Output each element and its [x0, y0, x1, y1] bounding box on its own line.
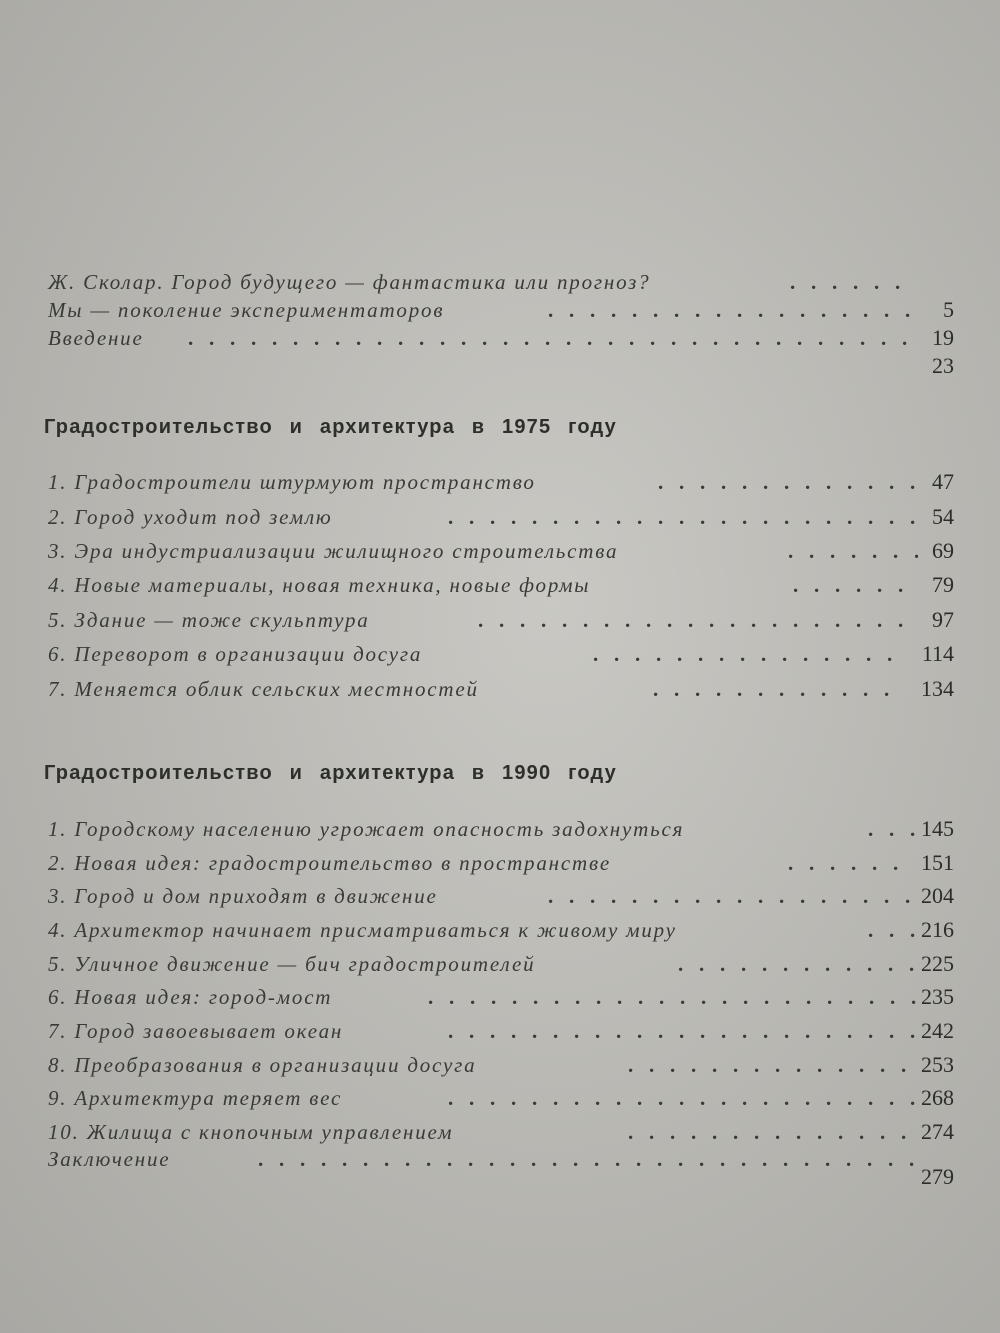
toc-entry-foreword — [48, 268, 954, 296]
section-heading-1975: Градостроительство и архитектура в 1975 году — [44, 416, 617, 438]
toc-entry-title: Заключение — [48, 1147, 171, 1171]
toc-entry — [48, 983, 954, 1011]
leader-dots — [790, 268, 910, 296]
leader-dots — [658, 468, 918, 496]
toc-entry-title: 3. Эра индустриализации жилищного строительства — [48, 539, 619, 563]
toc-entry-title: Мы — поколение экспериментаторов — [48, 298, 445, 322]
toc-entry — [48, 640, 954, 668]
toc-entry — [48, 882, 954, 910]
toc-entry-title: 5. Здание — тоже скульптура — [48, 608, 370, 632]
toc-entry — [48, 1084, 954, 1112]
toc-entry-page: 114 — [921, 641, 954, 666]
toc-entry-title: 8. Преобразования в организации досуга — [48, 1053, 477, 1077]
toc-entry-conclusion-page — [48, 1163, 954, 1191]
leader-dots — [548, 296, 918, 324]
leader-dots — [448, 503, 918, 531]
leader-dots — [628, 1051, 918, 1079]
toc-entry-title: 7. Город завоевывает океан — [48, 1019, 344, 1043]
toc-entry — [48, 1118, 954, 1146]
toc-entry-page: 151 — [921, 850, 954, 875]
toc-entry-title: Введение — [48, 326, 144, 350]
toc-entry-title: 1. Городскому населению угрожает опасность задохнуться — [48, 817, 685, 841]
leader-dots — [448, 1017, 918, 1045]
toc-entry — [48, 815, 954, 843]
leader-dots — [628, 1118, 918, 1146]
toc-entry-page: 204 — [921, 883, 954, 908]
leader-dots — [428, 983, 918, 1011]
toc-entry-title: 2. Новая идея: градостроительство в пространстве — [48, 851, 612, 875]
toc-entry-page: 5 — [943, 297, 954, 322]
leader-dots — [678, 950, 918, 978]
toc-entry-generation — [48, 296, 954, 324]
toc-entry-title: 9. Архитектура теряет вес — [48, 1086, 343, 1110]
toc-entry-continuation — [48, 352, 954, 380]
toc-entry-page: 274 — [921, 1119, 954, 1144]
toc-entry — [48, 849, 954, 877]
leader-dots — [188, 324, 918, 352]
toc-entry-title: 4. Архитектор начинает присматриваться к живому миру — [48, 918, 677, 942]
toc-entry-title: 3. Город и дом приходят в движение — [48, 884, 438, 908]
toc-entry — [48, 606, 954, 634]
toc-entry-page: 23 — [932, 353, 954, 378]
toc-entry-page: 216 — [921, 917, 954, 942]
toc-entry — [48, 503, 954, 531]
toc-entry-page: 145 — [921, 816, 954, 841]
toc-entry — [48, 950, 954, 978]
toc-entry-page: 79 — [932, 572, 954, 597]
toc-entry — [48, 468, 954, 496]
toc-entry-page: 242 — [921, 1018, 954, 1043]
toc-entry-page: 19 — [932, 325, 954, 350]
toc-entry — [48, 675, 954, 703]
leader-dots — [593, 640, 903, 668]
toc-entry — [48, 571, 954, 599]
leader-dots — [793, 571, 918, 599]
toc-entry-title: Ж. Сколар. Город будущего — фантастика или прогноз? — [48, 270, 651, 294]
toc-entry — [48, 537, 954, 565]
toc-entry — [48, 916, 954, 944]
toc-entry-page: 235 — [921, 984, 954, 1009]
toc-entry-title: 7. Меняется облик сельских местностей — [48, 677, 479, 701]
toc-entry-page: 54 — [932, 504, 954, 529]
toc-entry-title: 2. Город уходит под землю — [48, 505, 333, 529]
leader-dots — [868, 916, 918, 944]
toc-entry-page: 134 — [921, 676, 954, 701]
toc-entry-page: 225 — [921, 951, 954, 976]
toc-entry-title: 5. Уличное движение — бич градостроителей — [48, 952, 536, 976]
leader-dots — [788, 537, 918, 565]
toc-entry-introduction — [48, 324, 954, 352]
toc-entry-page: 69 — [932, 538, 954, 563]
leader-dots — [448, 1084, 918, 1112]
toc-entry-title: 6. Переворот в организации досуга — [48, 642, 423, 666]
leader-dots — [478, 606, 918, 634]
toc-entry-title: 4. Новые материалы, новая техника, новые формы — [48, 573, 591, 597]
leader-dots — [788, 849, 908, 877]
section-heading-1990: Градостроительство и архитектура в 1990 году — [44, 762, 617, 784]
toc-entry-page: 268 — [921, 1085, 954, 1110]
toc-entry-title: 6. Новая идея: город-мост — [48, 985, 333, 1009]
toc-entry-page: 47 — [932, 469, 954, 494]
toc-entry-page: 279 — [921, 1164, 954, 1189]
toc-entry — [48, 1017, 954, 1045]
leader-dots — [548, 882, 918, 910]
toc-entry-title: 10. Жилища с кнопочным управлением — [48, 1120, 454, 1144]
toc-entry-page: 97 — [932, 607, 954, 632]
toc-entry — [48, 1051, 954, 1079]
leader-dots — [868, 815, 918, 843]
toc-entry-title: 1. Градостроители штурмуют пространство — [48, 470, 536, 494]
toc-entry-page: 253 — [921, 1052, 954, 1077]
leader-dots — [653, 675, 903, 703]
